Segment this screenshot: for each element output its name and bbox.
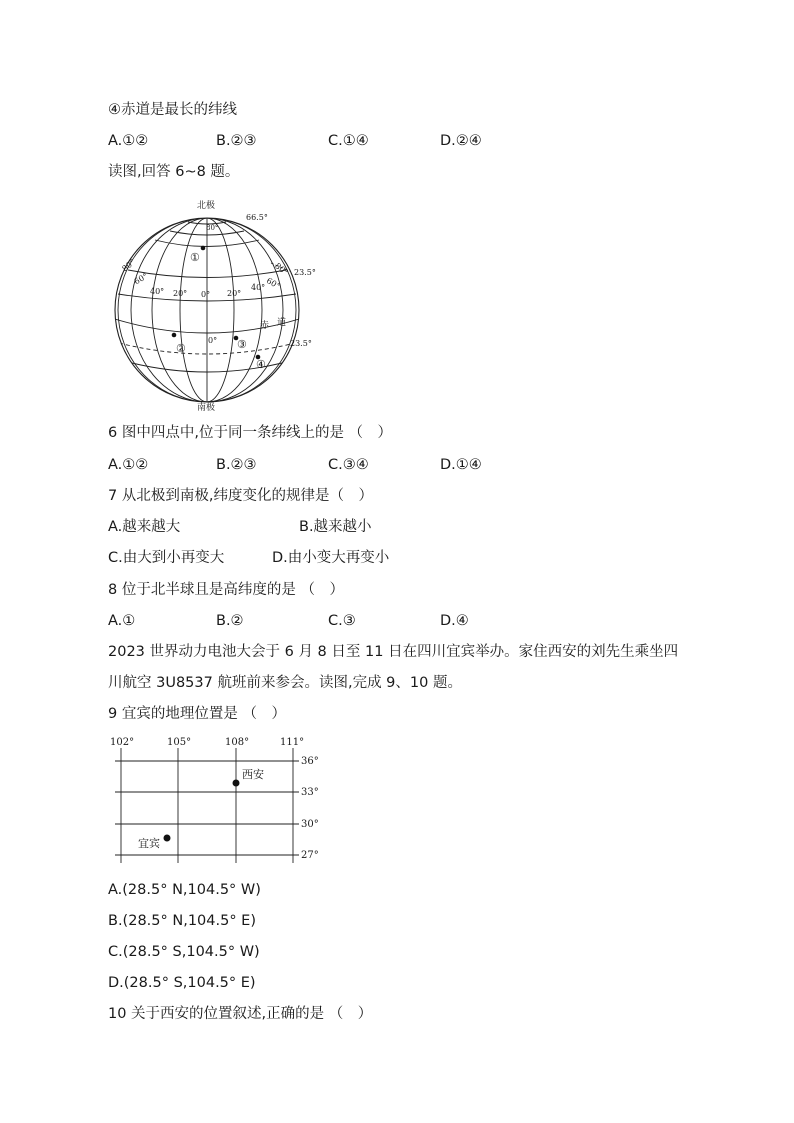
q7-stem: 7 从北极到南极,纬度变化的规律是（ ） <box>108 488 373 504</box>
q9-option-d[interactable]: D.(28.5° S,104.5° E) <box>108 975 256 991</box>
equator-label-1: 赤 <box>260 321 270 331</box>
lon-102-label: 102° <box>110 737 135 748</box>
point-2-dot <box>172 333 177 338</box>
q6-option-d[interactable]: D.①④ <box>440 457 482 473</box>
lat-60-left-label: 60° <box>132 271 150 287</box>
lon-0-label: 0° <box>201 290 211 299</box>
q8-option-c[interactable]: C.③ <box>328 613 356 629</box>
lon-108-label: 108° <box>225 737 250 748</box>
north-pole-label: 北极 <box>197 201 216 211</box>
q5-option-d[interactable]: D.②④ <box>440 133 482 149</box>
lat-36-label: 36° <box>301 756 319 767</box>
intro-9-10-line1: 2023 世界动力电池大会于 6 月 8 日至 11 日在四川宜宾举办。家住西安的刘先生乘坐四 <box>108 644 679 660</box>
xian-label: 西安 <box>242 768 264 781</box>
q5-option-c[interactable]: C.①④ <box>328 133 369 149</box>
globe-figure <box>100 195 330 413</box>
xian-dot <box>233 780 240 787</box>
q7-option-a[interactable]: A.越来越大 <box>108 519 181 535</box>
point-2-label: ② <box>176 342 186 355</box>
lon-20-left-label: 20° <box>173 289 188 298</box>
lat-80-right-label: 80° <box>273 261 290 278</box>
yibin-dot <box>164 835 171 842</box>
yibin-label: 宜宾 <box>138 837 160 850</box>
lon-40-left-label: 40° <box>150 287 165 296</box>
equator-label-2: 道 <box>277 318 287 328</box>
point-4-label: ④ <box>256 358 266 371</box>
lat-30-label: 30° <box>301 819 319 830</box>
q6-option-a[interactable]: A.①② <box>108 457 149 473</box>
lon-111-label: 111° <box>280 737 305 748</box>
intro-9-10-line2: 川航空 3U8537 航班前来参会。读图,完成 9、10 题。 <box>108 675 462 691</box>
lat-80-top-label: 80° <box>206 224 219 232</box>
lat-33-label: 33° <box>301 787 319 798</box>
equator-0-label: 0° <box>208 336 218 345</box>
q9-option-c[interactable]: C.(28.5° S,104.5° W) <box>108 944 260 960</box>
q9-stem: 9 宜宾的地理位置是 （ ） <box>108 706 286 722</box>
latlon-grid-figure <box>105 733 330 868</box>
q7-option-d[interactable]: D.由小变大再变小 <box>272 550 390 566</box>
q5-option-a[interactable]: A.①② <box>108 133 149 149</box>
q8-option-d[interactable]: D.④ <box>440 613 469 629</box>
q5-statement-4: ④赤道是最长的纬线 <box>108 102 237 118</box>
lat-235s-label: 23.5° <box>290 339 312 348</box>
lon-40-right-label: 40° <box>251 283 266 292</box>
q7-option-b[interactable]: B.越来越小 <box>299 519 372 535</box>
q8-stem: 8 位于北半球且是高纬度的是 （ ） <box>108 582 344 598</box>
lat-235n-label: 23.5° <box>294 268 316 277</box>
q6-option-c[interactable]: C.③④ <box>328 457 369 473</box>
q9-option-b[interactable]: B.(28.5° N,104.5° E) <box>108 913 257 929</box>
q6-stem: 6 图中四点中,位于同一条纬线上的是 （ ） <box>108 425 393 441</box>
q9-option-a[interactable]: A.(28.5° N,104.5° W) <box>108 882 261 898</box>
lat-80-left-label: 80° <box>120 257 138 274</box>
lon-105-label: 105° <box>167 737 192 748</box>
q8-option-a[interactable]: A.① <box>108 613 136 629</box>
lat-66-label: 66.5° <box>246 213 268 222</box>
q7-option-c[interactable]: C.由大到小再变大 <box>108 550 225 566</box>
lat-27-label: 27° <box>301 850 319 861</box>
point-3-label: ③ <box>237 338 247 351</box>
intro-6-8: 读图,回答 6~8 题。 <box>108 164 240 180</box>
q10-stem: 10 关于西安的位置叙述,正确的是 （ ） <box>108 1006 373 1022</box>
south-pole-label: 南极 <box>197 403 216 413</box>
point-1-label: ① <box>190 251 200 264</box>
lon-20-right-label: 20° <box>227 289 242 298</box>
q5-option-b[interactable]: B.②③ <box>216 133 257 149</box>
lat-60-right-label: 60° <box>264 276 282 291</box>
q6-option-b[interactable]: B.②③ <box>216 457 257 473</box>
point-1-dot <box>201 246 206 251</box>
q8-option-b[interactable]: B.② <box>216 613 244 629</box>
